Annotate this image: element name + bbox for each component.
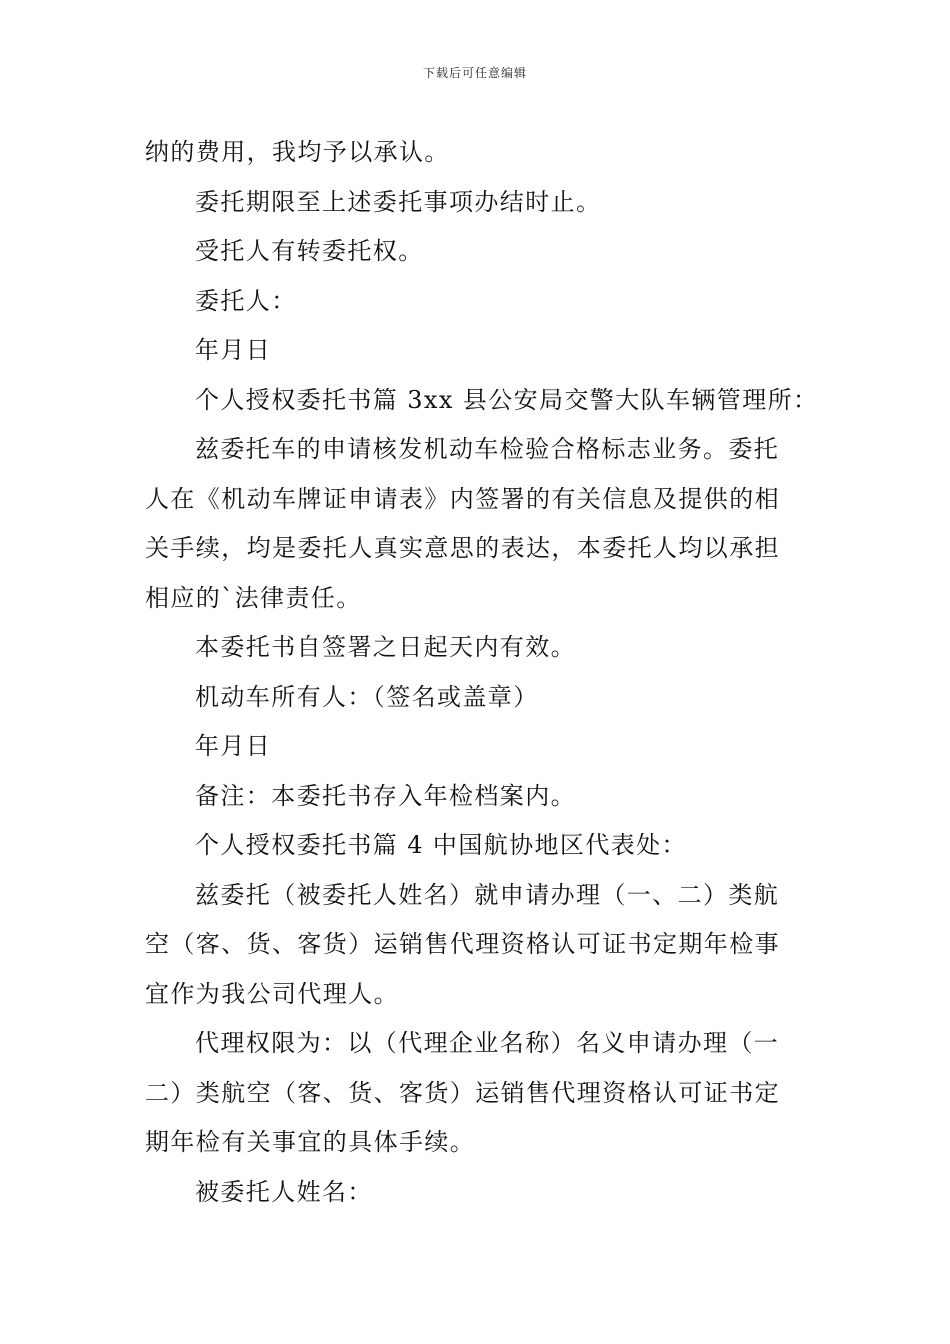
text-line: 人在《机动车牌证申请表》内签署的有关信息及提供的相 — [145, 484, 780, 513]
text-line: 代理权限为：以（代理企业名称）名义申请办理（一 — [195, 1029, 780, 1057]
text-line: 本委托书自签署之日起天内有效。 — [195, 633, 576, 661]
text-line: 兹委托车的申请核发机动车检验合格标志业务。委托 — [195, 435, 780, 463]
text-line: 委托期限至上述委托事项办结时止。 — [195, 187, 602, 216]
text-line: 机动车所有人：（签名或盖章） — [195, 682, 539, 711]
text-line: 个人授权委托书篇 4 中国航协地区代表处： — [195, 831, 687, 859]
text-line: 备注：本委托书存入年检档案内。 — [195, 781, 576, 810]
text-line: 被委托人姓名： — [195, 1177, 373, 1206]
text-line: 关手续，均是委托人真实意思的表达，本委托人均以承担 — [145, 534, 780, 562]
text-line: 纳的费用，我均予以承认。 — [145, 138, 450, 166]
text-line: 年月日 — [195, 732, 272, 760]
text-line: 委托人： — [195, 286, 297, 315]
text-line: 二）类航空（客、货、客货）运销售代理资格认可证书定 — [145, 1078, 780, 1107]
text-line: 相应的`法律责任。 — [145, 583, 362, 612]
text-line: 兹委托（被委托人姓名）就申请办理（一、二）类航 — [195, 880, 780, 909]
text-line: 年月日 — [195, 336, 272, 364]
text-line: 宜作为我公司代理人。 — [145, 979, 399, 1008]
text-line: 空（客、货、客货）运销售代理资格认可证书定期年检事 — [145, 930, 780, 958]
text-line: 期年检有关事宜的具体手续。 — [145, 1128, 476, 1156]
text-line: 个人授权委托书篇 3xx 县公安局交警大队车辆管理所： — [195, 385, 819, 414]
document-body — [145, 128, 819, 1217]
text-line: 受托人有转委托权。 — [195, 237, 424, 265]
page-header: 下载后可任意编辑 — [422, 66, 527, 80]
